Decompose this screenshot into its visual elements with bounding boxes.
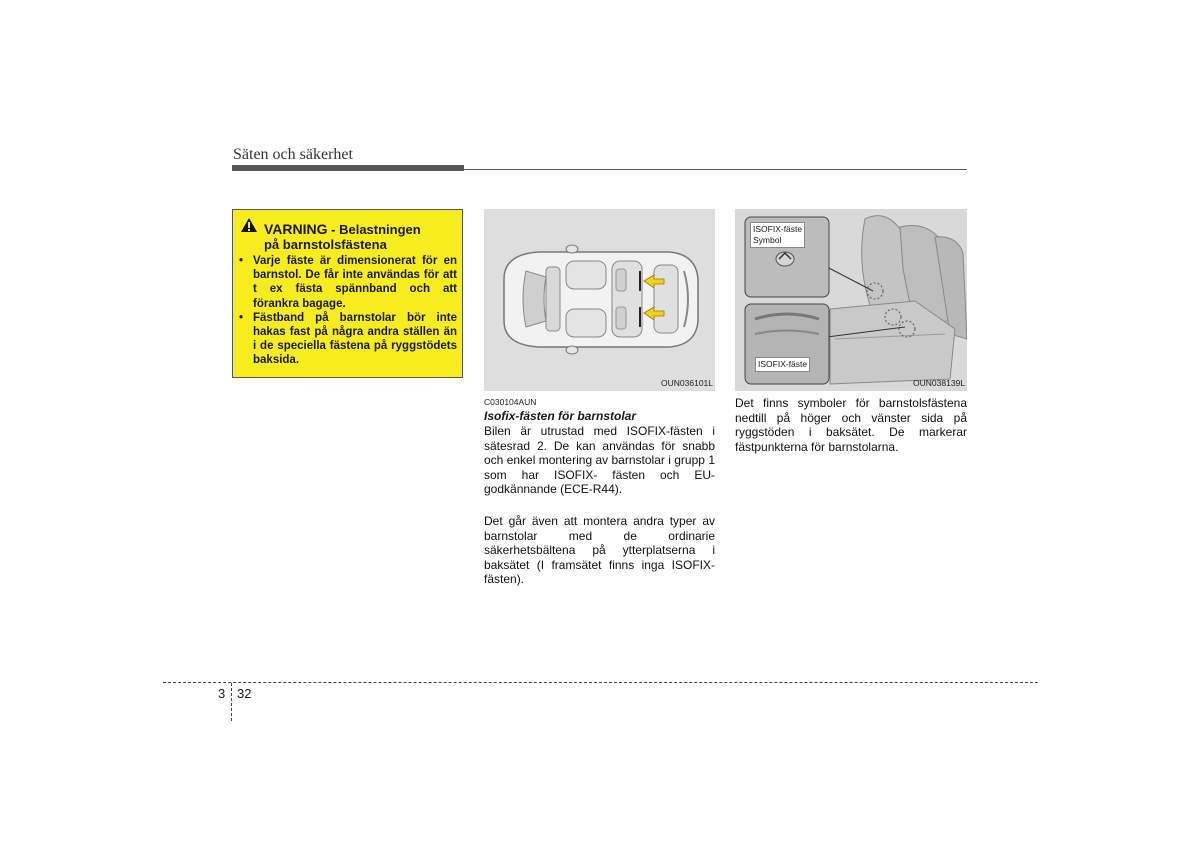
- header-rule-thick: [232, 165, 464, 171]
- paragraph-1: Bilen är utrustad med ISOFIX-fästen i sätesrad 2. De kan användas för snabb och enkel montering av barnstolar i grupp 1 som har ISOFIX- fästen och EU-godkännande (ECE-R44).: [484, 424, 715, 497]
- warning-triangle-icon: [240, 217, 258, 233]
- warning-title-rest: - Belastningen: [327, 222, 421, 237]
- section-subheading: Isofix-fästen för barnstolar: [484, 409, 637, 423]
- figure1-code: OUN036101L: [661, 378, 713, 388]
- header-rule-thin: [464, 169, 967, 170]
- section-title: Säten och säkerhet: [233, 146, 353, 163]
- warning-item-text: Varje fäste är dimensionerat för en barnstol. De får inte användas för att t ex fästa spännband och att förankra bagage.: [253, 255, 457, 310]
- chapter-number: 3: [218, 686, 226, 701]
- warning-item: • Fästband på barnstolar bör inte hakas fast på några andra ställen än i de speciella fästena på ryggstödets baksida.: [239, 311, 457, 367]
- figure2-code: OUN038139L: [913, 378, 965, 388]
- car-top-view-figure: [484, 209, 715, 391]
- warning-item-text: Fästband på barnstolar bör inte hakas fast på några andra ställen än i de speciella fästena på ryggstödets baksida.: [253, 311, 457, 367]
- isofix-seat-figure: [735, 209, 967, 391]
- callout-isofix-anchor: ISOFIX-fäste: [755, 357, 810, 372]
- paragraph-2: Det går även att montera andra typer av barnstolar med de ordinarie säkerhetsbältena på ytterplatserna i baksätet (I framsätet finns inga ISOFIX-fästen).: [484, 514, 715, 587]
- section-code: C030104AUN: [484, 397, 537, 407]
- paragraph-3: Det finns symboler för barnstolsfästena nedtill på höger och vänster sida på ryggstöden i baksätet. De markerar fästpunkterna för barnstolarna.: [735, 396, 967, 454]
- warning-title-word: VARNING: [264, 221, 328, 237]
- footer-divider: [231, 683, 232, 721]
- warning-item: • Varje fäste är dimensionerat för en barnstol. De får inte användas för att t ex fästa spännband och att förankra bagage.: [239, 255, 457, 310]
- callout-isofix-symbol: ISOFIX-fäste Symbol: [750, 222, 805, 248]
- footer-rule: [163, 682, 1038, 683]
- warning-list: [239, 254, 457, 368]
- warning-title-line2: på barnstolsfästena: [264, 237, 387, 252]
- car-top-view-illustration: [484, 209, 715, 391]
- page-number: 32: [237, 686, 252, 701]
- warning-title: [264, 222, 464, 252]
